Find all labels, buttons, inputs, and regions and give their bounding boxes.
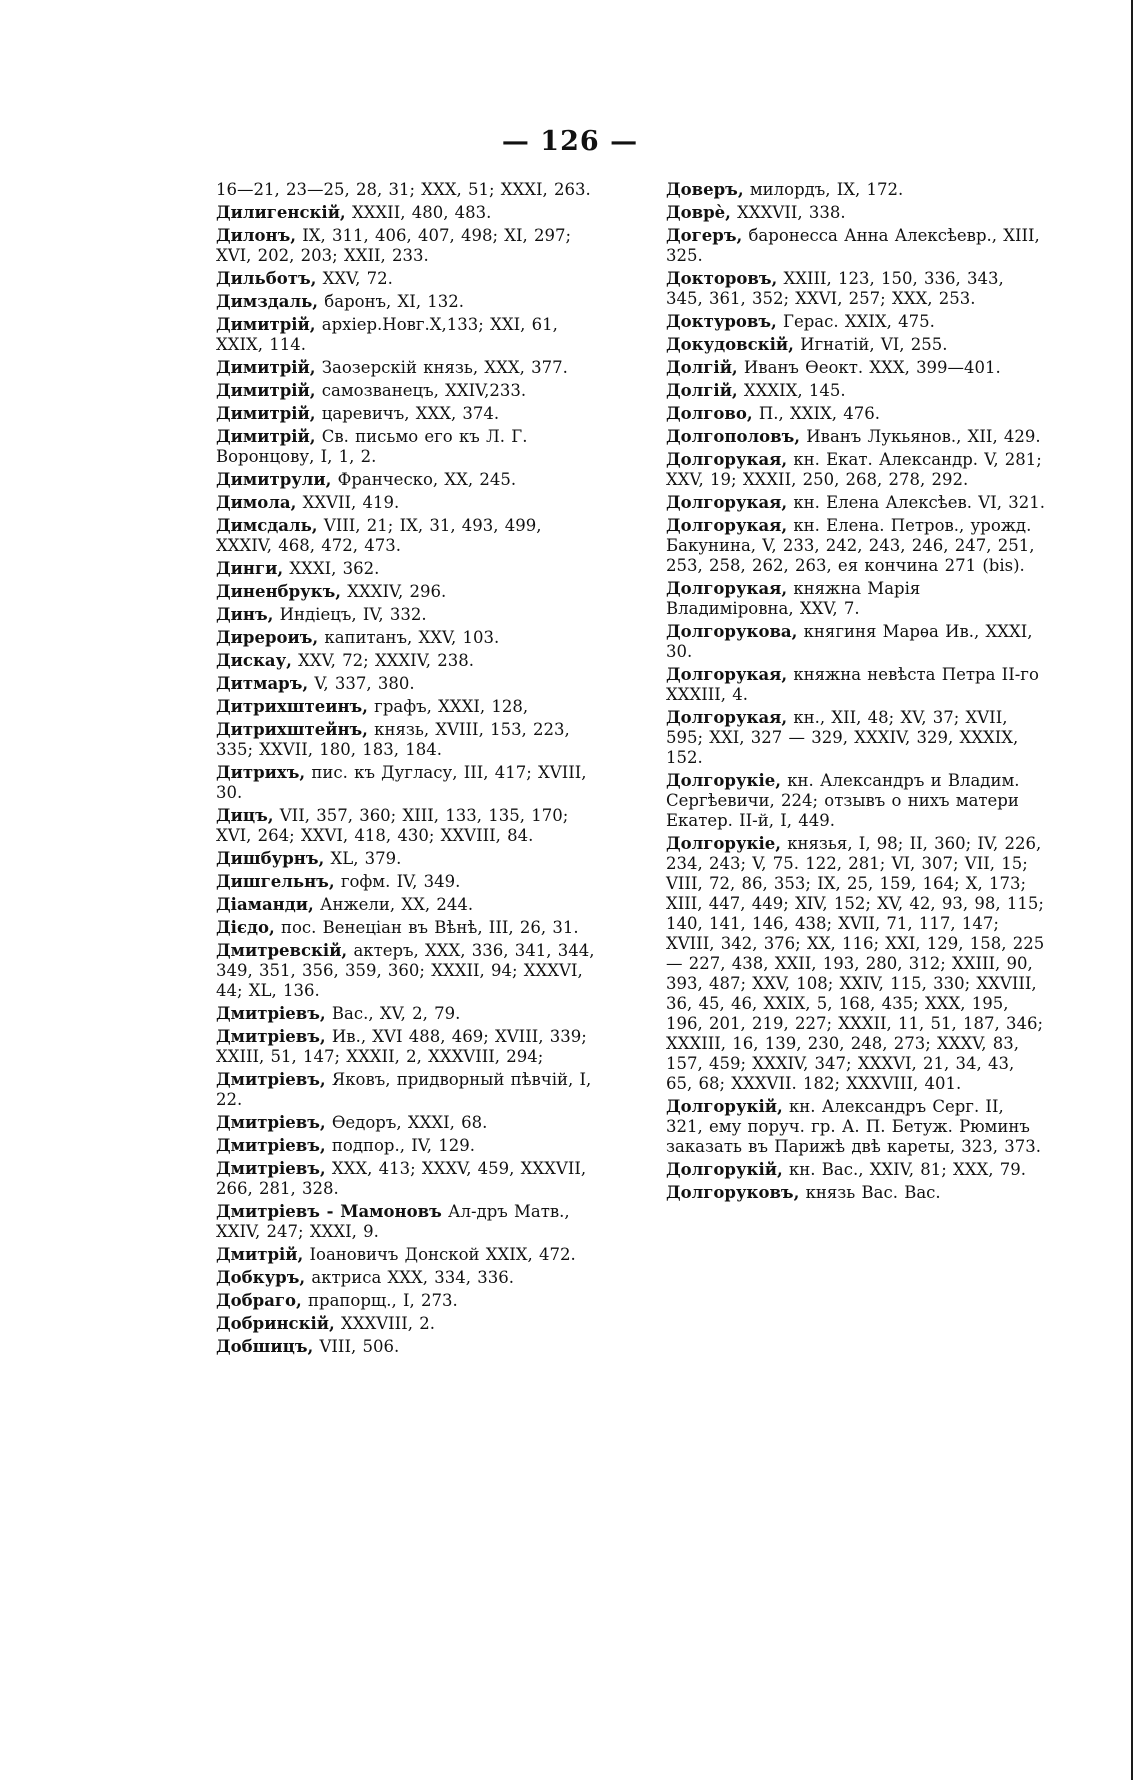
index-entry-headword: Дмитріевъ, [216,1004,326,1023]
index-entry [216,1202,596,1242]
index-entry-references: 16—21, 23—25, 28, 31; XXX, 51; XXXI, 263. [216,180,591,199]
index-entry-headword: Диненбрукъ, [216,582,341,601]
index-entry-headword: Димитрій, [216,404,316,423]
index-entry-headword: Дмитріевъ, [216,1027,326,1046]
index-entry-references: кн. Александръ и Владим. Сергѣевичи, 224; отзывъ о нихъ матери Екатер. II-й, I, 449. [666,771,1020,830]
index-entry [216,1337,596,1357]
index-entry-references: графъ, XXXI, 128, [374,697,529,716]
index-entry [666,226,1046,266]
index-entry-headword: Дмитріевъ - Мамоновъ [216,1202,442,1221]
index-entry-references: актеръ, XXX, 336, 341, 344, 349, 351, 356, 359, 360; XXXII, 94; XXXVI, 44; XL, 136. [216,941,595,1000]
index-entry [666,516,1046,576]
index-entry-headword: Долгорукая, [666,493,788,512]
index-entry [216,404,596,424]
index-entry-references: XXX, 413; XXXV, 459, XXXVII, 266, 281, 328. [216,1159,587,1198]
index-entry [666,358,1046,378]
index-entry-references: баронъ, XI, 132. [324,292,465,311]
index-entry [216,1314,596,1334]
index-entry [666,493,1046,513]
index-entry-references: актриса XXX, 334, 336. [311,1268,514,1287]
index-entry-references: кн. Елена. Петров., урожд. Бакунина, V, 233, 242, 243, 246, 247, 251, 253, 258, 262, 263, ея кончина 271 (bis). [666,516,1035,575]
index-entry [216,806,596,846]
index-entry-references: VIII, 506. [319,1337,400,1356]
index-entry-references: милордъ, IX, 172. [749,180,904,199]
index-entry-headword: Долгоруковъ, [666,1183,800,1202]
index-entry [216,1113,596,1133]
index-entry-headword: Дилигенскій, [216,203,346,222]
index-entry [666,708,1046,768]
index-entry-headword: Долгорукій, [666,1097,783,1116]
index-entry-references: XXVII, 419. [302,493,400,512]
index-entry-headword: Долгорукова, [666,622,798,641]
index-entry-references: кн. Екат. Александр. V, 281; XXV, 19; XXXII, 250, 268, 278, 292. [666,450,1042,489]
index-entry [216,269,596,289]
index-entry [216,516,596,556]
index-entry-references: XXV, 72. [322,269,393,288]
index-entry-headword: Дитмаръ, [216,674,309,693]
index-entry-headword: Добринскій, [216,1314,335,1333]
index-entry [666,203,1046,223]
index-entry [216,381,596,401]
index-entry-headword: Дирероиъ, [216,628,319,647]
index-entry-headword: Добкуръ, [216,1268,306,1287]
index-entry [216,651,596,671]
index-entry [216,1070,596,1110]
index-entry-headword: Долгорукій, [666,1160,783,1179]
index-entry [666,622,1046,662]
index-entry-references: князь Вас. Вас. [805,1183,941,1202]
index-entry [216,763,596,803]
index-entry-references: кн., XII, 48; XV, 37; XVII, 595; XXI, 327 — 329, XXXIV, 329, XXXIX, 152. [666,708,1019,767]
index-entry-references: XXV, 72; XXXIV, 238. [298,651,474,670]
index-entry [216,1291,596,1311]
index-entry [216,918,596,938]
index-entry-headword: Дискау, [216,651,292,670]
index-entry-headword: Дмитріевъ, [216,1136,326,1155]
index-entry [216,1004,596,1024]
index-entry-headword: Долгово, [666,404,753,423]
index-entry-references: пис. къ Дугласу, III, 417; XVIII, 30. [216,763,587,802]
index-entry [216,872,596,892]
page-edge-line [1131,0,1133,1780]
index-entry-references: XXXII, 480, 483. [351,203,492,222]
index-entry-headword: Долгорукіе, [666,771,781,790]
index-entry-headword: Долгорукая, [666,665,788,684]
index-entry [666,1160,1046,1180]
index-entry-references: IX, 311, 406, 407, 498; XI, 297; XVI, 202, 203; XXII, 233. [216,226,572,265]
index-entry [216,315,596,355]
index-entry-headword: Дмитревскій, [216,941,348,960]
index-entry-headword: Догеръ, [666,226,743,245]
index-entry-references: царевичъ, XXX, 374. [321,404,500,423]
index-entry-references: Ив., XVI 488, 469; XVIII, 339; XXIII, 51, 147; XXXII, 2, XXXVIII, 294; [216,1027,587,1066]
index-entry-references: Иванъ Лукьянов., XII, 429. [806,427,1041,446]
index-entry-references: XXXVIII, 2. [341,1314,435,1333]
index-entry-references: кн. Вас., XXIV, 81; XXX, 79. [788,1160,1026,1179]
index-entry-headword: Димитрій, [216,427,316,446]
index-entry [216,582,596,602]
index-entry [666,771,1046,831]
index-entry-references: XXXIV, 296. [347,582,447,601]
index-entry-references: княжна невѣста Петра II-го XXXIII, 4. [666,665,1039,704]
index-entry-references: Иванъ Ѳеокт. XXX, 399—401. [743,358,1001,377]
index-entry-references: V, 337, 380. [314,674,415,693]
index-entry-headword: Димздаль, [216,292,319,311]
index-entry-references: Св. письмо его къ Л. Г. Воронцову, I, 1, 2. [216,427,528,466]
index-entry-references: Ал-дръ Матв., XXIV, 247; XXXI, 9. [216,1202,570,1241]
index-entry-references: гофм. IV, 349. [340,872,461,891]
index-entry-headword: Дитрихштеинъ, [216,697,368,716]
index-entry [216,605,596,625]
index-entry-references: П., XXIX, 476. [758,404,881,423]
index-entry [216,470,596,490]
index-entry [216,1245,596,1265]
index-entry-references: XXXVII, 338. [737,203,846,222]
index-entry-headword: Дмитріевъ, [216,1070,326,1089]
index-entry-references: самозванецъ, XXIV,233. [321,381,527,400]
index-entry-headword: Дмитрій, [216,1245,304,1264]
index-entry-references: кн. Александръ Серг. II, 321, ему поруч. гр. А. П. Бетуж. Рюминъ заказать въ Парижѣ двѣ кареты, 323, 373. [666,1097,1041,1156]
index-entry [216,226,596,266]
index-entry-references: XL, 379. [330,849,402,868]
index-column-right [666,180,1046,1206]
index-entry-headword: Діаманди, [216,895,314,914]
index-entry [216,1268,596,1288]
index-entry [216,427,596,467]
index-entry-headword: Димитрій, [216,358,316,377]
index-entry [216,849,596,869]
index-entry-references: Вас., XV, 2, 79. [331,1004,461,1023]
index-entry-headword: Долгорукая, [666,579,788,598]
index-entry-headword: Доврѐ, [666,203,731,222]
index-entry-headword: Дишбурнъ, [216,849,325,868]
index-entry-headword: Долгорукая, [666,708,788,727]
index-entry [216,1159,596,1199]
index-entry [666,450,1046,490]
index-entry [216,559,596,579]
index-entry [216,895,596,915]
index-entry [216,292,596,312]
index-entry [666,269,1046,309]
index-entry [216,628,596,648]
index-entry [216,180,596,200]
index-entry-headword: Докудовскій, [666,335,794,354]
index-entry [216,358,596,378]
index-entry [216,493,596,513]
index-entry-headword: Димитрій, [216,315,316,334]
index-entry-references: пос. Венеціан въ Вѣнѣ, III, 26, 31. [280,918,579,937]
index-column-left [216,180,596,1360]
index-entry-references: Анжели, XX, 244. [319,895,474,914]
index-entry-headword: Добраго, [216,1291,302,1310]
index-entry-headword: Дієдо, [216,918,275,937]
index-entry [216,203,596,223]
index-entry-references: Герас. XXIX, 475. [783,312,935,331]
index-entry-headword: Долгорукая, [666,516,788,535]
index-entry-references: VIII, 21; IX, 31, 493, 499, XXXIV, 468, 472, 473. [216,516,542,555]
index-entry-headword: Димсдаль, [216,516,318,535]
index-entry [666,381,1046,401]
index-entry-references: Игнатій, VI, 255. [800,335,948,354]
index-entry [666,404,1046,424]
page-number: — 126 — [501,126,639,157]
index-entry-headword: Доверъ, [666,180,744,199]
index-entry-references: Ѳедоръ, XXXI, 68. [331,1113,488,1132]
index-entry [216,1027,596,1067]
index-entry-headword: Дильботъ, [216,269,317,288]
index-entry-references: Индіецъ, IV, 332. [279,605,427,624]
index-entry-headword: Долгорукая, [666,450,788,469]
index-entry-references: VII, 357, 360; XIII, 133, 135, 170; XVI, 264; XXVI, 418, 430; XXVIII, 84. [216,806,569,845]
index-entry [666,312,1046,332]
index-entry-references: Яковъ, придворный пѣвчій, I, 22. [216,1070,592,1109]
index-entry [666,665,1046,705]
index-entry [666,1183,1046,1203]
index-entry-references: баронесса Анна Алексѣевр., XIII, 325. [666,226,1040,265]
index-entry [666,180,1046,200]
index-entry-headword: Дишгельнъ, [216,872,335,891]
index-entry-headword: Динъ, [216,605,274,624]
index-entry-headword: Димитрій, [216,381,316,400]
index-entry-headword: Долгій, [666,381,738,400]
index-entry-references: кн. Елена Алексѣев. VI, 321. [793,493,1045,512]
index-entry-references: капитанъ, XXV, 103. [324,628,500,647]
index-entry-headword: Долгополовъ, [666,427,801,446]
index-entry-headword: Дилонъ, [216,226,297,245]
index-entry-references: князья, I, 98; II, 360; IV, 226, 234, 243; V, 75. 122, 281; VI, 307; VII, 15; VIII, 72, 86, 353; IX, 25, 159, 164; X, 173; XIII, 447, 449; XIV, 152; XV, 42, 93, 98, 115; 140, 141, 146, 438; XVII, 71, 117, 147; XVIII, 342, 376; XX, 116; XXI, 129, 158, 225 — 227, 438, XXII, 193, 280, 312; XXIII, 90, 393, 487; XXV, 108; XXIV, 115, 330; XXVIII, 36, 45, 46, XXIX, 5, 168, 435; XXX, 195, 196, 201, 219, 227; XXXII, 11, 51, 187, 346; XXXIII, 16, 139, 230, 248, 273; XXXV, 83, 157, 459; XXXIV, 347; XXXVI, 21, 34, 43, 65, 68; XXXVII. 182; XXXVIII, 401. [666,834,1045,1093]
index-entry [216,720,596,760]
index-entry-references: XXXIX, 145. [743,381,846,400]
index-entry [216,674,596,694]
index-entry-headword: Дмитріевъ, [216,1113,326,1132]
index-entry [216,941,596,1001]
index-entry-references: Франческо, XX, 245. [337,470,517,489]
index-entry-references: княгиня Марѳа Ив., XXXI, 30. [666,622,1033,661]
index-entry [666,1097,1046,1157]
index-entry-headword: Дмитріевъ, [216,1159,326,1178]
index-entry-headword: Дитрихштейнъ, [216,720,368,739]
index-entry [216,1136,596,1156]
index-entry-headword: Добшицъ, [216,1337,314,1356]
index-entry-headword: Динги, [216,559,284,578]
index-entry [666,579,1046,619]
index-entry-references: подпор., IV, 129. [331,1136,475,1155]
index-entry-headword: Докторовъ, [666,269,778,288]
index-entry-references: XXIII, 123, 150, 336, 343, 345, 361, 352; XXVI, 257; XXX, 253. [666,269,1004,308]
index-entry-references: архіер.Новг.X,133; XXI, 61, XXIX, 114. [216,315,558,354]
index-entry [216,697,596,717]
index-entry-references: XXXI, 362. [289,559,380,578]
index-entry-references: Заозерскій князь, XXX, 377. [321,358,568,377]
index-entry-headword: Димитрули, [216,470,332,489]
index-entry-headword: Долгорукіе, [666,834,781,853]
index-entry-headword: Дицъ, [216,806,274,825]
index-entry-headword: Долгій, [666,358,738,377]
index-entry-references: княжна Марія Владиміровна, XXV, 7. [666,579,921,618]
index-entry-references: прапорщ., I, 273. [308,1291,458,1310]
index-entry [666,834,1046,1094]
index-entry [666,335,1046,355]
index-entry-headword: Доктуровъ, [666,312,777,331]
index-entry-references: князь, XVIII, 153, 223, 335; XXVII, 180, 183, 184. [216,720,570,759]
index-entry-references: Іоановичъ Донской XXIX, 472. [309,1245,576,1264]
index-entry-headword: Дитрихъ, [216,763,306,782]
index-entry-headword: Димола, [216,493,297,512]
index-entry [666,427,1046,447]
